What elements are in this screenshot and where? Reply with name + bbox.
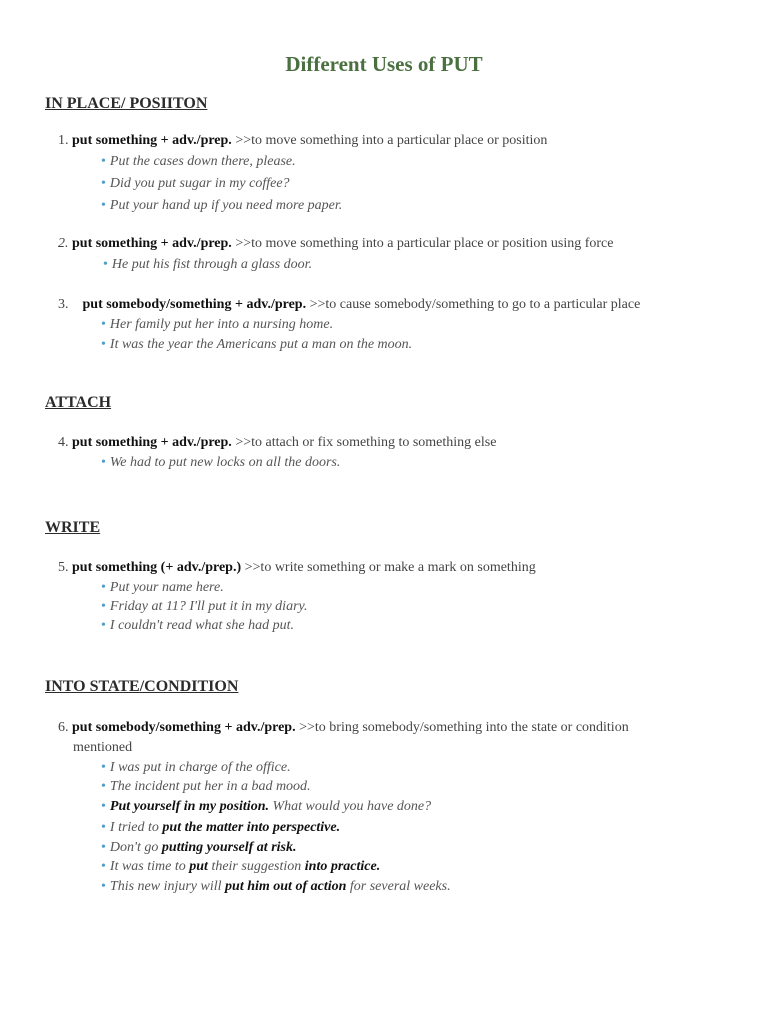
entry-number: 4. [58, 435, 69, 450]
example-text: He put his fist through a glass door. [111, 257, 313, 272]
example-emphasis: into practice. [304, 859, 381, 874]
entry-pattern: put something + adv./prep. [72, 133, 232, 148]
example-item [101, 196, 342, 215]
bullet-icon: • [101, 820, 106, 835]
entry-pattern: put something + adv./prep. [72, 236, 232, 251]
example-item [101, 597, 307, 616]
bullet-icon: • [101, 455, 106, 470]
example-text: This new injury will [109, 879, 226, 894]
entry-3 [58, 295, 640, 314]
example-item [101, 616, 294, 635]
bullet-icon: • [101, 154, 106, 169]
entry-number: 3. [58, 297, 69, 312]
example-text: I was put in charge of the office. [109, 760, 291, 775]
example-text: Put your name here. [109, 580, 224, 595]
example-text: We had to put new locks on all the doors. [109, 455, 341, 470]
entry-definition: >>to attach or fix something to something else [231, 435, 497, 450]
entry-number: 6. [58, 720, 69, 735]
example-text: I tried to [109, 820, 163, 835]
bullet-icon: • [101, 859, 106, 874]
entry-number: 5. [58, 560, 69, 575]
bullet-icon: • [101, 198, 106, 213]
bullet-icon: • [101, 337, 106, 352]
bullet-icon: • [103, 257, 108, 272]
bullet-icon: • [101, 599, 106, 614]
example-text: Friday at 11? I'll put it in my diary. [109, 599, 308, 614]
example-item [101, 152, 296, 171]
entry-6 [58, 718, 629, 737]
bullet-icon: • [101, 317, 106, 332]
example-text: Don't go [109, 840, 162, 855]
section-heading-place: IN PLACE/ POSIITON [45, 95, 208, 112]
example-text: Her family put her into a nursing home. [109, 317, 334, 332]
bullet-icon: • [101, 176, 106, 191]
example-item [103, 255, 312, 274]
example-item [101, 777, 311, 796]
example-item [101, 877, 451, 896]
example-text: What would you have done? [268, 799, 432, 814]
bullet-icon: • [101, 618, 106, 633]
example-item [101, 453, 340, 472]
bullet-icon: • [101, 879, 106, 894]
example-item [101, 818, 340, 837]
bullet-icon: • [101, 779, 106, 794]
entry-definition: >>to bring somebody/something into the state or condition [295, 720, 629, 735]
entry-definition: >>to write something or make a mark on something [241, 560, 536, 575]
page-title: Different Uses of PUT [285, 52, 483, 76]
example-item [101, 174, 290, 193]
example-text: Did you put sugar in my coffee? [109, 176, 290, 191]
example-text: The incident put her in a bad mood. [109, 779, 311, 794]
entry-number: 2. [58, 236, 69, 251]
example-text: I couldn't read what she had put. [109, 618, 294, 633]
entry-definition: >>to move something into a particular place or position using force [231, 236, 614, 251]
entry-definition-continued: mentioned [73, 740, 133, 755]
example-item [101, 758, 291, 777]
bullet-icon: • [101, 760, 106, 775]
example-emphasis: put him out of action [225, 879, 347, 894]
section-heading-write: WRITE [45, 519, 101, 536]
example-text: It was time to [109, 859, 190, 874]
bullet-icon: • [101, 580, 106, 595]
entry-pattern: put somebody/something + adv./prep. [72, 720, 296, 735]
example-item [101, 335, 412, 354]
entry-definition: >>to cause somebody/something to go to a particular place [306, 297, 641, 312]
section-heading-state: INTO STATE/CONDITION [45, 678, 239, 695]
bullet-icon: • [101, 799, 106, 814]
example-text: It was the year the Americans put a man on the moon. [109, 337, 413, 352]
entry-2 [58, 234, 613, 253]
section-heading-attach: ATTACH [45, 394, 112, 411]
example-text: for several weeks. [346, 879, 451, 894]
example-text: Put your hand up if you need more paper. [109, 198, 343, 213]
entry-4 [58, 433, 496, 452]
entry-pattern: put something (+ adv./prep.) [72, 560, 242, 575]
example-item [101, 315, 333, 334]
entry-definition: >>to move something into a particular place or position [231, 133, 548, 148]
example-item [101, 857, 380, 876]
entry-pattern: put something + adv./prep. [72, 435, 232, 450]
entry-1 [58, 131, 547, 150]
example-emphasis: put [189, 859, 208, 874]
entry-pattern: put somebody/something + adv./prep. [82, 297, 307, 312]
entry-number: 1. [58, 133, 69, 148]
example-emphasis: put the matter into perspective. [162, 820, 341, 835]
example-item [101, 797, 431, 816]
example-item [101, 838, 297, 857]
example-emphasis: Put yourself in my position. [109, 799, 269, 814]
example-text: their suggestion [207, 859, 305, 874]
example-emphasis: putting yourself at risk. [161, 840, 297, 855]
bullet-icon: • [101, 840, 106, 855]
entry-5 [58, 558, 536, 577]
example-text: Put the cases down there, please. [109, 154, 296, 169]
example-item [101, 578, 224, 597]
